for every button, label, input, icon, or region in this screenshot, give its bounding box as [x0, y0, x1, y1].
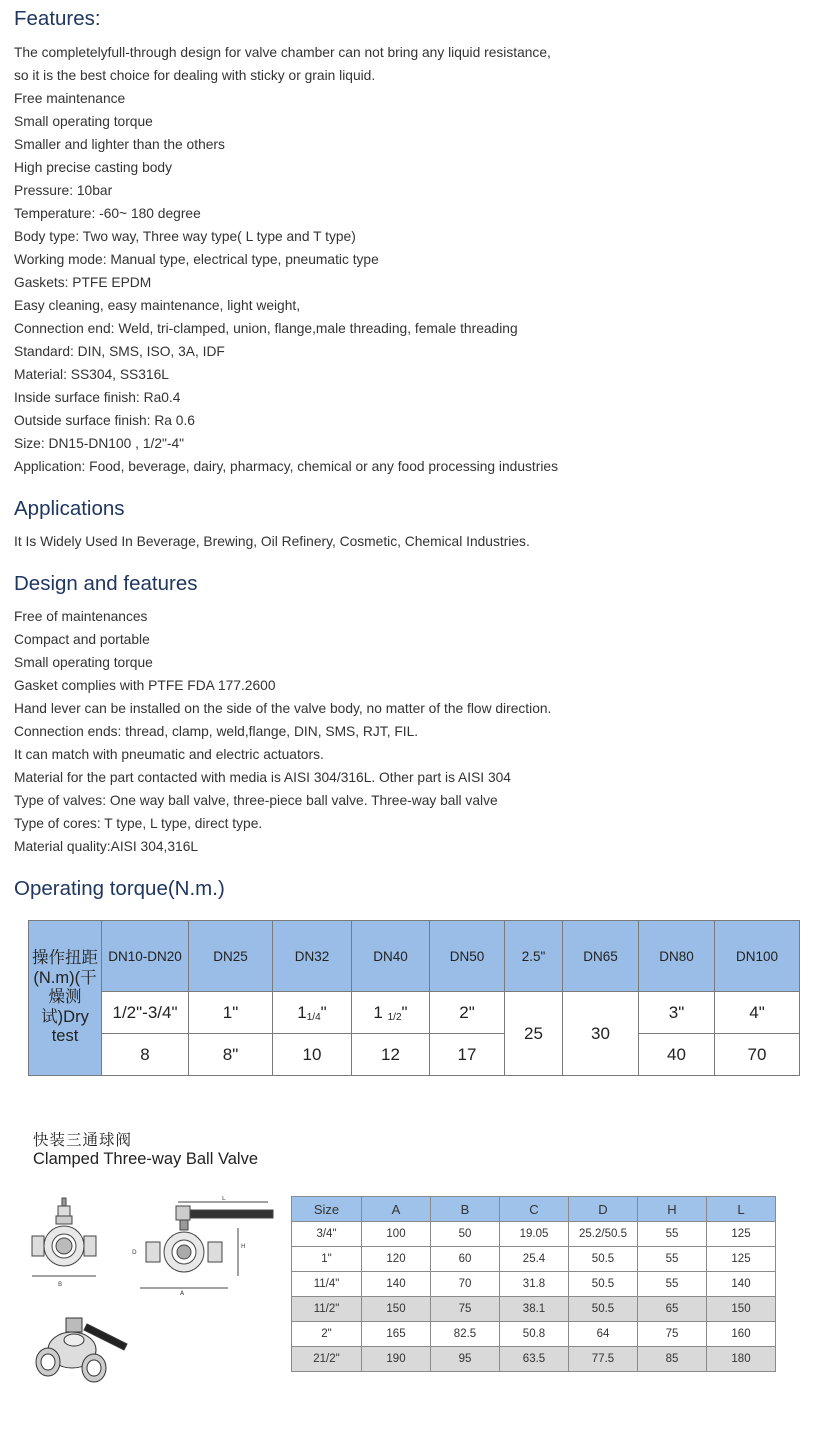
- dimension-cell: 180: [707, 1347, 776, 1372]
- dimension-cell: 165: [362, 1322, 431, 1347]
- torque-header: DN65: [563, 921, 639, 992]
- torque-value-cell: 40: [639, 1034, 715, 1076]
- dimension-cell: 140: [707, 1272, 776, 1297]
- dimension-cell: 150: [707, 1297, 776, 1322]
- dimension-cell: 50.5: [569, 1272, 638, 1297]
- size-whole: 1: [373, 1002, 383, 1022]
- torque-merged-cell: 25: [505, 992, 563, 1076]
- torque-header: DN25: [189, 921, 273, 992]
- dimension-cell: 2": [292, 1322, 362, 1347]
- list-item: so it is the best choice for dealing with sticky or grain liquid.: [14, 68, 376, 83]
- dimension-header: H: [638, 1197, 707, 1222]
- dimension-cell: 38.1: [500, 1297, 569, 1322]
- dimension-cell: 55: [638, 1222, 707, 1247]
- list-item: Gasket complies with PTFE FDA 177.2600: [14, 678, 276, 693]
- list-item: Smaller and lighter than the others: [14, 137, 225, 152]
- dimension-header: B: [431, 1197, 500, 1222]
- dimension-cell: 95: [431, 1347, 500, 1372]
- dimension-cell: 120: [362, 1247, 431, 1272]
- dimension-cell: 55: [638, 1247, 707, 1272]
- torque-table: [28, 920, 800, 1076]
- dimension-cell: 50.5: [569, 1247, 638, 1272]
- torque-value-cell: 17: [430, 1034, 505, 1076]
- design-list: [14, 605, 551, 858]
- table-row: [292, 1297, 776, 1322]
- dimension-cell: 50.5: [569, 1297, 638, 1322]
- list-item: Material: SS304, SS316L: [14, 367, 169, 382]
- torque-header: DN32: [273, 921, 352, 992]
- dimension-cell: 77.5: [569, 1347, 638, 1372]
- torque-value-cell: 10: [273, 1034, 352, 1076]
- torque-header: DN10-DN20: [102, 921, 189, 992]
- list-item: Type of cores: T type, L type, direct type.: [14, 816, 263, 831]
- dimension-cell: 25.2/50.5: [569, 1222, 638, 1247]
- table-row: [292, 1222, 776, 1247]
- torque-heading: Operating torque(N.m.): [14, 877, 225, 900]
- size-whole: 1: [297, 1002, 307, 1022]
- product-title-cn: 快装三通球阀: [33, 1132, 133, 1149]
- list-item: Gaskets: PTFE EPDM: [14, 275, 152, 290]
- features-list: [14, 41, 558, 478]
- list-item: Free of maintenances: [14, 609, 148, 624]
- dimension-label-l: L: [222, 1196, 226, 1202]
- list-item: Temperature: -60~ 180 degree: [14, 206, 201, 221]
- dimension-cell: 65: [638, 1297, 707, 1322]
- torque-size-cell: [273, 992, 352, 1034]
- valve-front-view-drawing: [28, 1196, 108, 1291]
- list-item: Easy cleaning, easy maintenance, light weight,: [14, 298, 301, 313]
- applications-list: [14, 530, 530, 553]
- dimension-cell: 82.5: [431, 1322, 500, 1347]
- list-item: Material for the part contacted with media is AISI 304/316L. Other part is AISI 304: [14, 770, 511, 785]
- list-item: Working mode: Manual type, electrical type, pneumatic type: [14, 252, 379, 267]
- dimension-cell: 70: [431, 1272, 500, 1297]
- torque-header: DN80: [639, 921, 715, 992]
- dimension-cell: 75: [431, 1297, 500, 1322]
- applications-heading: Applications: [14, 497, 125, 520]
- size-fraction: 1/2: [387, 1011, 402, 1023]
- list-item: Connection ends: thread, clamp, weld,flange, DIN, SMS, RJT, FIL.: [14, 724, 419, 739]
- torque-size-cell: 4": [715, 992, 800, 1034]
- dimension-cell: 50: [431, 1222, 500, 1247]
- dimension-cell: 60: [431, 1247, 500, 1272]
- list-item: Hand lever can be installed on the side of the valve body, no matter of the flow direction.: [14, 701, 552, 716]
- dimension-cell: 50.8: [500, 1322, 569, 1347]
- torque-size-cell: 1/2"-3/4": [102, 992, 189, 1034]
- dimension-cell: 150: [362, 1297, 431, 1322]
- torque-header: DN100: [715, 921, 800, 992]
- size-inch-mark: ": [320, 1002, 327, 1022]
- dimension-cell: 55: [638, 1272, 707, 1297]
- dimension-cell: 140: [362, 1272, 431, 1297]
- list-item: Small operating torque: [14, 655, 153, 670]
- torque-header: 2.5": [505, 921, 563, 992]
- list-item: It can match with pneumatic and electric actuators.: [14, 747, 324, 762]
- dimension-header: D: [569, 1197, 638, 1222]
- dimension-label-b: B: [58, 1281, 63, 1288]
- dimension-cell: 160: [707, 1322, 776, 1347]
- dimension-table: [291, 1196, 776, 1372]
- list-item: Compact and portable: [14, 632, 150, 647]
- dimension-cell: 3/4": [292, 1222, 362, 1247]
- dimension-cell: 25.4: [500, 1247, 569, 1272]
- list-item: Connection end: Weld, tri-clamped, union, flange,male threading, female threading: [14, 321, 518, 336]
- dimension-cell: 19.05: [500, 1222, 569, 1247]
- size-inch-mark: ": [401, 1002, 408, 1022]
- list-item: High precise casting body: [14, 160, 172, 175]
- table-row: [292, 1322, 776, 1347]
- torque-header: DN40: [352, 921, 430, 992]
- dimension-cell: 85: [638, 1347, 707, 1372]
- dimension-cell: 125: [707, 1222, 776, 1247]
- list-item: Size: DN15-DN100 , 1/2"-4": [14, 436, 185, 451]
- list-item: Outside surface finish: Ra 0.6: [14, 413, 195, 428]
- torque-size-cell: [352, 992, 430, 1034]
- torque-merged-cell: 30: [563, 992, 639, 1076]
- list-item: The completelyfull-through design for valve chamber can not bring any liquid resistance,: [14, 45, 551, 60]
- dimension-cell: 11/4": [292, 1272, 362, 1297]
- dimension-header: Size: [292, 1197, 362, 1222]
- list-item: It Is Widely Used In Beverage, Brewing, Oil Refinery, Cosmetic, Chemical Industries.: [14, 534, 530, 549]
- valve-side-view-drawing: [128, 1196, 278, 1296]
- dimension-label-h: H: [241, 1243, 246, 1250]
- torque-size-cell: 3": [639, 992, 715, 1034]
- torque-side-label: 操作扭距(N.m)(干燥测试)Dry test: [29, 921, 102, 1076]
- dimension-cell: 11/2": [292, 1297, 362, 1322]
- table-row: [292, 1347, 776, 1372]
- table-row: [292, 1247, 776, 1272]
- dimension-cell: 64: [569, 1322, 638, 1347]
- list-item: Standard: DIN, SMS, ISO, 3A, IDF: [14, 344, 225, 359]
- list-item: Inside surface finish: Ra0.4: [14, 390, 181, 405]
- list-item: Body type: Two way, Three way type( L type and T type): [14, 229, 356, 244]
- design-heading: Design and features: [14, 572, 198, 595]
- dimension-header: A: [362, 1197, 431, 1222]
- features-heading: Features:: [14, 7, 101, 30]
- torque-value-cell: 8: [102, 1034, 189, 1076]
- dimension-cell: 21/2": [292, 1347, 362, 1372]
- size-fraction: 1/4: [306, 1011, 321, 1023]
- torque-value-cell: 70: [715, 1034, 800, 1076]
- torque-value-cell: 12: [352, 1034, 430, 1076]
- torque-size-cell: 2": [430, 992, 505, 1034]
- list-item: Pressure: 10bar: [14, 183, 113, 198]
- dimension-cell: 63.5: [500, 1347, 569, 1372]
- list-item: Small operating torque: [14, 114, 153, 129]
- dimension-header: C: [500, 1197, 569, 1222]
- dimension-header: L: [707, 1197, 776, 1222]
- dimension-cell: 125: [707, 1247, 776, 1272]
- product-title-en: Clamped Three-way Ball Valve: [33, 1150, 258, 1168]
- dimension-label-a: A: [180, 1290, 185, 1296]
- dimension-cell: 190: [362, 1347, 431, 1372]
- list-item: Free maintenance: [14, 91, 126, 106]
- torque-header: DN50: [430, 921, 505, 992]
- dimension-cell: 75: [638, 1322, 707, 1347]
- table-row: [292, 1272, 776, 1297]
- list-item: Type of valves: One way ball valve, three-piece ball valve. Three-way ball valve: [14, 793, 498, 808]
- torque-size-cell: 1": [189, 992, 273, 1034]
- list-item: Material quality:AISI 304,316L: [14, 839, 199, 854]
- valve-3d-view-drawing: [32, 1310, 132, 1390]
- list-item: Application: Food, beverage, dairy, pharmacy, chemical or any food processing industries: [14, 459, 558, 474]
- dimension-cell: 31.8: [500, 1272, 569, 1297]
- dimension-cell: 1": [292, 1247, 362, 1272]
- dimension-label-d: D: [132, 1249, 137, 1256]
- torque-value-cell: 8": [189, 1034, 273, 1076]
- dimension-cell: 100: [362, 1222, 431, 1247]
